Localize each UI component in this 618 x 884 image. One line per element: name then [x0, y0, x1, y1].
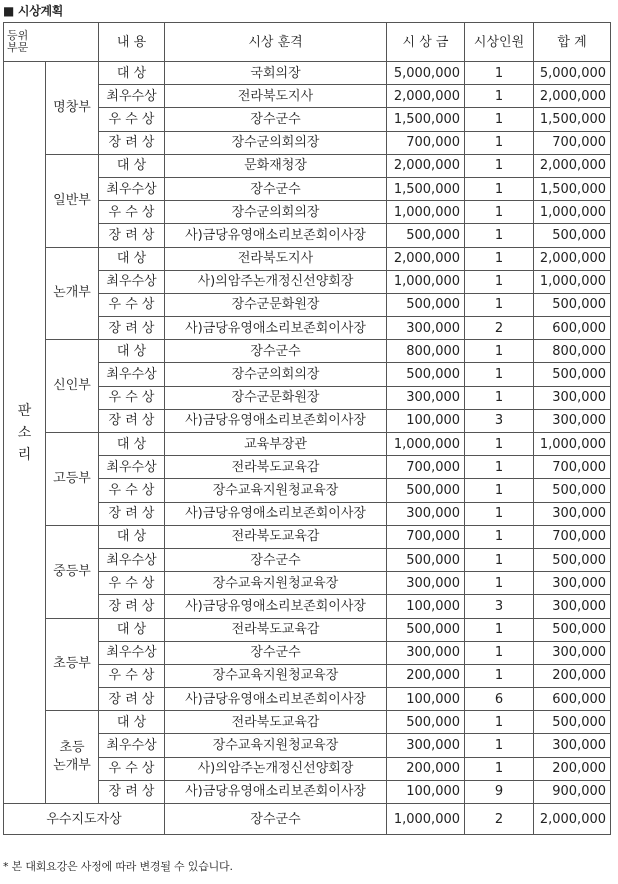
prize-cell: 700,000 — [387, 131, 465, 154]
total-cell: 300,000 — [534, 409, 611, 432]
award-name-cell: 문화재청장 — [165, 154, 387, 177]
count-cell: 1 — [465, 363, 534, 386]
prize-cell: 700,000 — [387, 456, 465, 479]
count-cell: 1 — [465, 154, 534, 177]
award-name-cell: 전라북도교육감 — [165, 525, 387, 548]
prize-cell: 1,500,000 — [387, 108, 465, 131]
count-cell: 1 — [465, 62, 534, 85]
count-cell: 1 — [465, 618, 534, 641]
rank-cell: 대 상 — [99, 433, 165, 456]
total-cell: 700,000 — [534, 525, 611, 548]
rank-cell: 최우수상 — [99, 270, 165, 293]
rank-cell: 우 수 상 — [99, 664, 165, 687]
prize-cell: 100,000 — [387, 780, 465, 803]
award-name-cell: 사)금당유영애소리보존회이사장 — [165, 409, 387, 432]
count-cell: 1 — [465, 247, 534, 270]
rank-cell: 우 수 상 — [99, 386, 165, 409]
award-name-cell: 사)의암주논개정신선양회장 — [165, 757, 387, 780]
total-cell: 300,000 — [534, 641, 611, 664]
count-cell: 9 — [465, 780, 534, 803]
prize-cell: 300,000 — [387, 502, 465, 525]
prize-cell: 1,500,000 — [387, 177, 465, 200]
award-name-cell: 사)금당유영애소리보존회이사장 — [165, 688, 387, 711]
rank-cell: 최우수상 — [99, 548, 165, 571]
count-cell: 1 — [465, 757, 534, 780]
prize-cell: 500,000 — [387, 479, 465, 502]
prize-cell: 300,000 — [387, 641, 465, 664]
total-cell: 500,000 — [534, 711, 611, 734]
total-cell: 1,000,000 — [534, 433, 611, 456]
prize-cell: 500,000 — [387, 293, 465, 316]
rank-cell: 최우수상 — [99, 734, 165, 757]
award-name-cell: 국회의장 — [165, 62, 387, 85]
prize-cell: 300,000 — [387, 317, 465, 340]
total-cell: 300,000 — [534, 595, 611, 618]
count-cell: 1 — [465, 664, 534, 687]
header-row — [4, 23, 611, 62]
total-cell: 500,000 — [534, 224, 611, 247]
total-cell: 600,000 — [534, 317, 611, 340]
table-row — [4, 618, 611, 641]
count-cell: 1 — [465, 734, 534, 757]
award-name-cell: 전라북도지사 — [165, 247, 387, 270]
count-cell: 3 — [465, 595, 534, 618]
rank-cell: 우 수 상 — [99, 572, 165, 595]
count-cell: 1 — [465, 572, 534, 595]
award-name-cell: 장수군수 — [165, 108, 387, 131]
prize-cell: 1,000,000 — [387, 270, 465, 293]
award-name-cell: 장수군수 — [165, 340, 387, 363]
total-cell: 500,000 — [534, 548, 611, 571]
division-cell: 중등부 — [46, 525, 99, 618]
award-name-cell: 사)금당유영애소리보존회이사장 — [165, 224, 387, 247]
total-cell: 1,500,000 — [534, 108, 611, 131]
prize-cell: 100,000 — [387, 595, 465, 618]
rank-cell: 장 려 상 — [99, 317, 165, 340]
award-name-cell: 전라북도지사 — [165, 85, 387, 108]
rank-cell: 우 수 상 — [99, 757, 165, 780]
count-cell: 1 — [465, 386, 534, 409]
summary-total-cell: 2,000,000 — [534, 804, 611, 835]
rank-cell: 대 상 — [99, 247, 165, 270]
count-cell: 2 — [465, 317, 534, 340]
division-cell: 초등 논개부 — [46, 711, 99, 804]
award-name-cell: 장수군의회의장 — [165, 201, 387, 224]
division-cell: 고등부 — [46, 433, 99, 526]
award-name-cell: 장수교육지원청교육장 — [165, 734, 387, 757]
total-cell: 300,000 — [534, 734, 611, 757]
rank-cell: 대 상 — [99, 62, 165, 85]
table-row — [4, 340, 611, 363]
total-cell: 700,000 — [534, 456, 611, 479]
rank-cell: 최우수상 — [99, 85, 165, 108]
rank-cell: 최우수상 — [99, 641, 165, 664]
award-name-cell: 사)금당유영애소리보존회이사장 — [165, 502, 387, 525]
count-cell: 1 — [465, 502, 534, 525]
total-cell: 500,000 — [534, 293, 611, 316]
total-cell: 600,000 — [534, 688, 611, 711]
count-cell: 3 — [465, 409, 534, 432]
award-name-cell: 장수군문화원장 — [165, 386, 387, 409]
rank-cell: 우 수 상 — [99, 293, 165, 316]
rank-cell: 최우수상 — [99, 456, 165, 479]
total-cell: 500,000 — [534, 618, 611, 641]
rank-cell: 최우수상 — [99, 363, 165, 386]
summary-count-cell: 2 — [465, 804, 534, 835]
count-cell: 1 — [465, 177, 534, 200]
footnote: * 본 대회요강은 사정에 따라 변경될 수 있습니다. — [3, 860, 233, 873]
count-cell: 6 — [465, 688, 534, 711]
award-name-cell: 전라북도교육감 — [165, 618, 387, 641]
total-cell: 2,000,000 — [534, 154, 611, 177]
total-cell: 900,000 — [534, 780, 611, 803]
award-name-cell: 장수군문화원장 — [165, 293, 387, 316]
award-name-cell: 교육부장관 — [165, 433, 387, 456]
prize-cell: 800,000 — [387, 340, 465, 363]
total-cell: 300,000 — [534, 502, 611, 525]
award-name-cell: 장수군수 — [165, 548, 387, 571]
total-cell: 200,000 — [534, 664, 611, 687]
table-row — [4, 711, 611, 734]
award-name-cell: 전라북도교육감 — [165, 711, 387, 734]
prize-cell: 100,000 — [387, 688, 465, 711]
count-cell: 1 — [465, 131, 534, 154]
total-cell: 1,500,000 — [534, 177, 611, 200]
rank-cell: 장 려 상 — [99, 224, 165, 247]
award-name-cell: 사)금당유영애소리보존회이사장 — [165, 780, 387, 803]
award-name-cell: 장수군수 — [165, 641, 387, 664]
division-cell: 명창부 — [46, 62, 99, 155]
rank-cell: 우 수 상 — [99, 479, 165, 502]
prize-cell: 2,000,000 — [387, 154, 465, 177]
rank-cell: 최우수상 — [99, 177, 165, 200]
prize-cell: 500,000 — [387, 711, 465, 734]
rank-cell: 장 려 상 — [99, 409, 165, 432]
prize-cell: 200,000 — [387, 757, 465, 780]
division-cell: 초등부 — [46, 618, 99, 711]
total-cell: 500,000 — [534, 363, 611, 386]
prize-header: 시 상 금 — [387, 23, 465, 62]
summary-row — [4, 804, 611, 835]
division-cell: 신인부 — [46, 340, 99, 433]
prize-cell: 100,000 — [387, 409, 465, 432]
count-cell: 1 — [465, 201, 534, 224]
rank-cell: 대 상 — [99, 711, 165, 734]
table-row — [4, 247, 611, 270]
award-name-cell: 사)금당유영애소리보존회이사장 — [165, 595, 387, 618]
award-name-cell: 장수교육지원청교육장 — [165, 572, 387, 595]
rank-cell: 대 상 — [99, 525, 165, 548]
award-name-cell: 장수군의회의장 — [165, 131, 387, 154]
division-cell: 논개부 — [46, 247, 99, 340]
corner-rank-label: 등위 — [7, 29, 29, 42]
division-cell: 일반부 — [46, 154, 99, 247]
rank-cell: 우 수 상 — [99, 201, 165, 224]
table-row — [4, 525, 611, 548]
rank-cell: 우 수 상 — [99, 108, 165, 131]
prize-cell: 5,000,000 — [387, 62, 465, 85]
award-name-cell: 사)금당유영애소리보존회이사장 — [165, 317, 387, 340]
section-title: ■ 시상계획 — [3, 4, 64, 18]
total-cell: 1,000,000 — [534, 201, 611, 224]
total-cell: 1,000,000 — [534, 270, 611, 293]
count-cell: 1 — [465, 224, 534, 247]
count-cell: 1 — [465, 433, 534, 456]
category-cell: 판 소 리 — [4, 62, 46, 804]
total-cell: 2,000,000 — [534, 247, 611, 270]
award-name-cell: 장수교육지원청교육장 — [165, 479, 387, 502]
rank-cell: 장 려 상 — [99, 780, 165, 803]
prize-cell: 700,000 — [387, 525, 465, 548]
prize-cell: 2,000,000 — [387, 247, 465, 270]
prize-cell: 2,000,000 — [387, 85, 465, 108]
count-cell: 1 — [465, 456, 534, 479]
count-cell: 1 — [465, 270, 534, 293]
corner-header-cell — [4, 23, 99, 62]
table-row — [4, 433, 611, 456]
prize-cell: 500,000 — [387, 363, 465, 386]
count-cell: 1 — [465, 641, 534, 664]
count-cell: 1 — [465, 108, 534, 131]
total-cell: 2,000,000 — [534, 85, 611, 108]
award-name-cell: 장수군수 — [165, 177, 387, 200]
count-cell: 1 — [465, 340, 534, 363]
prize-cell: 1,000,000 — [387, 433, 465, 456]
prize-cell: 500,000 — [387, 618, 465, 641]
rank-cell: 장 려 상 — [99, 688, 165, 711]
table-row — [4, 154, 611, 177]
prize-cell: 300,000 — [387, 734, 465, 757]
count-header: 시상인원 — [465, 23, 534, 62]
corner-section-label: 부문 — [7, 41, 29, 54]
total-cell: 500,000 — [534, 479, 611, 502]
prize-cell: 300,000 — [387, 386, 465, 409]
award-name-header: 시상 훈격 — [165, 23, 387, 62]
award-name-cell: 전라북도교육감 — [165, 456, 387, 479]
total-cell: 5,000,000 — [534, 62, 611, 85]
prize-cell: 500,000 — [387, 548, 465, 571]
count-cell: 1 — [465, 293, 534, 316]
award-name-cell: 장수군의회의장 — [165, 363, 387, 386]
prize-cell: 1,000,000 — [387, 201, 465, 224]
rank-cell: 대 상 — [99, 340, 165, 363]
rank-cell: 장 려 상 — [99, 595, 165, 618]
count-cell: 1 — [465, 525, 534, 548]
summary-prize-cell: 1,000,000 — [387, 804, 465, 835]
summary-award-cell: 장수군수 — [165, 804, 387, 835]
table-row — [4, 62, 611, 85]
total-cell: 300,000 — [534, 572, 611, 595]
prize-cell: 500,000 — [387, 224, 465, 247]
total-header: 합 계 — [534, 23, 611, 62]
rank-cell: 대 상 — [99, 618, 165, 641]
count-cell: 1 — [465, 548, 534, 571]
award-name-cell: 장수교육지원청교육장 — [165, 664, 387, 687]
prize-cell: 200,000 — [387, 664, 465, 687]
rank-cell: 장 려 상 — [99, 502, 165, 525]
prize-cell: 300,000 — [387, 572, 465, 595]
total-cell: 200,000 — [534, 757, 611, 780]
count-cell: 1 — [465, 479, 534, 502]
total-cell: 700,000 — [534, 131, 611, 154]
content-header: 내 용 — [99, 23, 165, 62]
rank-cell: 대 상 — [99, 154, 165, 177]
count-cell: 1 — [465, 85, 534, 108]
total-cell: 300,000 — [534, 386, 611, 409]
award-plan-table — [3, 22, 611, 835]
rank-cell: 장 려 상 — [99, 131, 165, 154]
count-cell: 1 — [465, 711, 534, 734]
award-name-cell: 사)의암주논개정신선양회장 — [165, 270, 387, 293]
summary-label-cell: 우수지도자상 — [4, 804, 165, 835]
total-cell: 800,000 — [534, 340, 611, 363]
